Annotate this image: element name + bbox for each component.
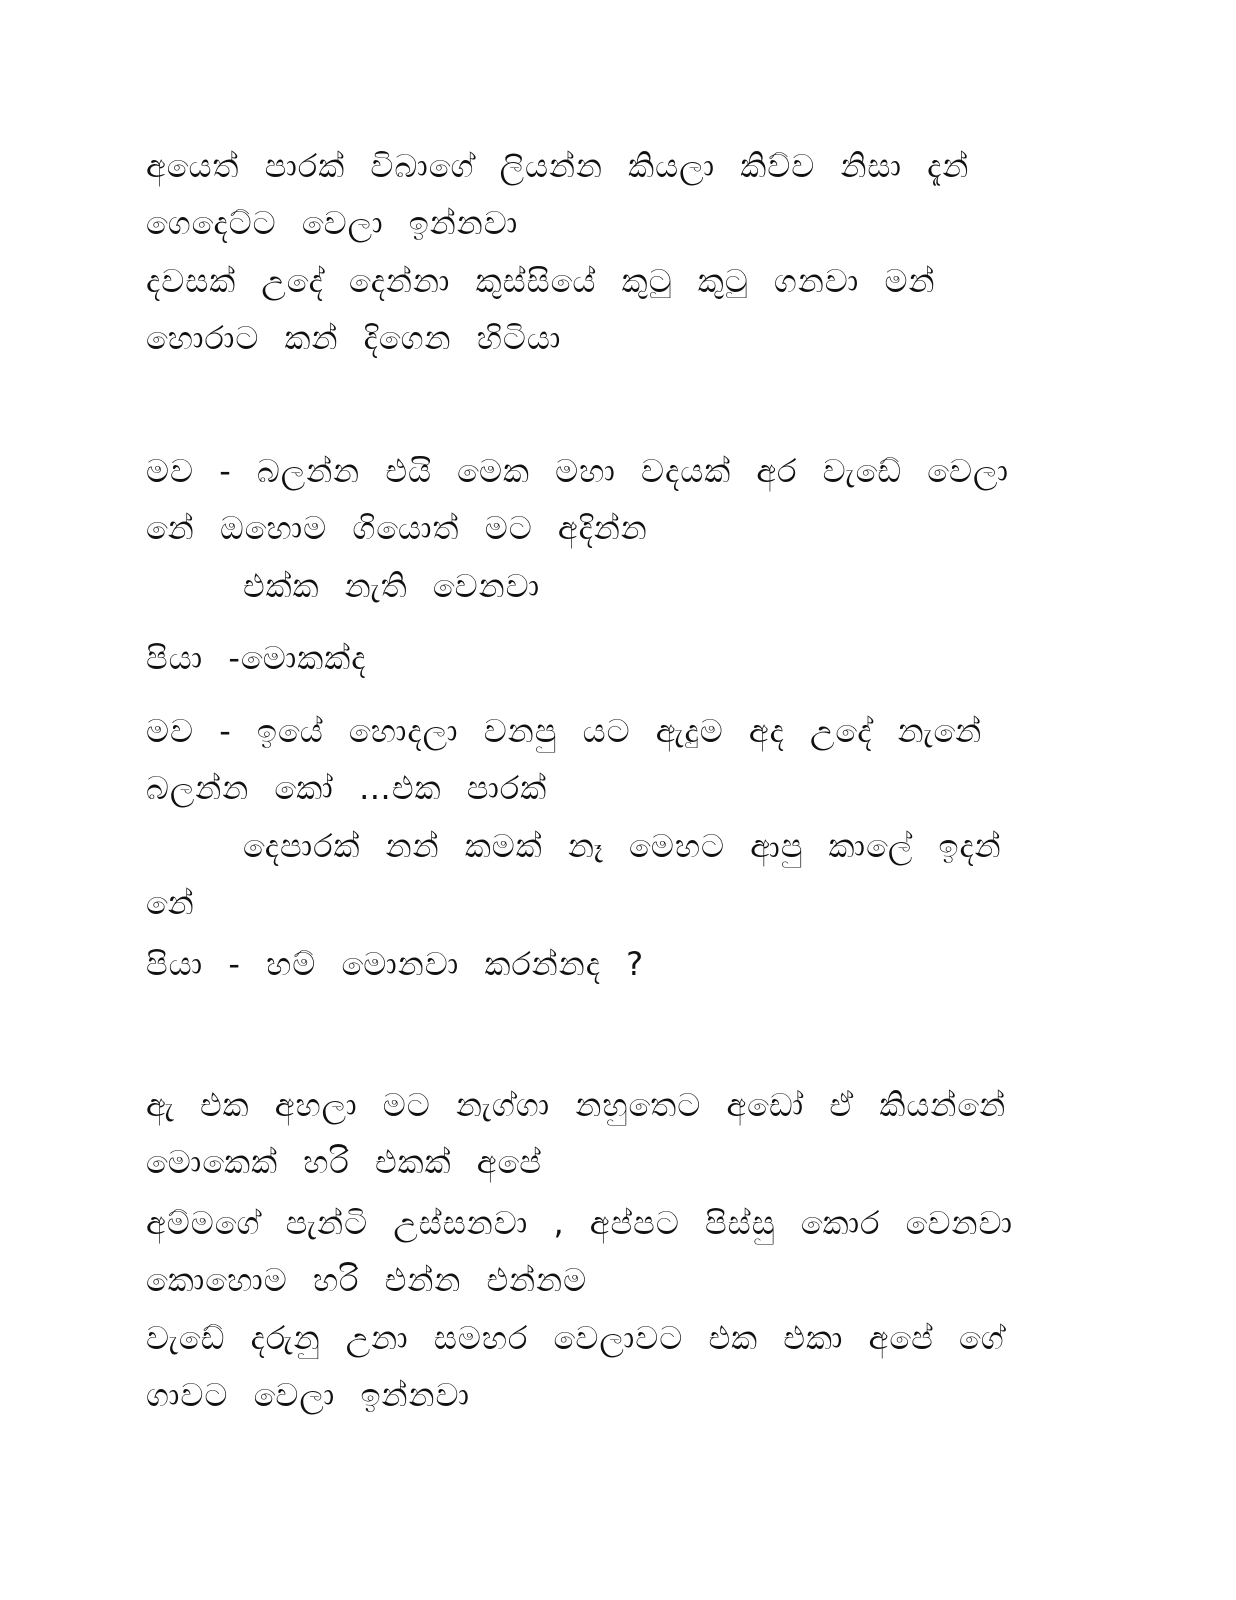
text-line: මොකෙක් හරි එකක් අපේ: [146, 1143, 542, 1181]
text-line: නේ ඔහොම ගියොත් මට අදින්න: [146, 509, 648, 547]
text-line: වැඩේ දරුනු උනා සමහර වෙලාවට එක එකා අපේ ගේ: [146, 1319, 1005, 1357]
text-line: මව - ඉයේ හොදලා වනපු යට ඇදුම අද උදේ නැනේ: [146, 712, 983, 750]
paragraph-8: [146, 936, 1076, 993]
paragraph-10: [146, 1195, 1076, 1309]
paragraph-4: [146, 558, 1173, 615]
text-line: අයෙත් පාරක් විබාගේ ලියන්න කියලා කිව්ව නිසා දැන්: [146, 147, 970, 185]
text-line: ඇ එක අහලා මට නැග්ගා නහුතෙට අඩෝ ඒ කියන්නේ: [146, 1086, 1007, 1124]
text-line: පියා - හම් මොනවා කරන්නද ?: [146, 945, 645, 983]
paragraph-5: [146, 630, 1076, 687]
text-line: හොරාට කන් දිගෙන හිටියා: [146, 319, 562, 357]
paragraph-1: [146, 138, 1076, 252]
paragraph-9: [146, 1077, 1076, 1191]
paragraph-11: [146, 1310, 1076, 1424]
text-line: දෙපාරක් නන් කමක් නෑ මෙහට ආපු කාලේ ඉදන්: [243, 827, 1002, 865]
paragraph-6: [146, 703, 1076, 817]
text-line: නේ: [146, 884, 195, 922]
text-line: පියා -මොකක්ද: [146, 639, 367, 677]
paragraph-2: [146, 253, 1076, 367]
text-line: එක්ක නැති වෙනවා: [243, 567, 541, 605]
text-line: මව - බලන්න එයි මෙක මහා වදයක් අර වැඩේ වෙලා: [146, 452, 1009, 490]
text-line: ගෙදෙට්ට වෙලා ඉන්නවා: [146, 204, 519, 242]
text-line: අම්මගේ පැන්ටි උස්සනවා , අප්පට පිස්සු කොර වෙනවා: [146, 1204, 1013, 1242]
text-line: දවසක් උදේ දෙන්නා කුස්සියේ කුටු කුටු ගනවා මන්: [146, 262, 936, 300]
text-line: ගාවට වෙලා ඉන්නවා: [146, 1376, 471, 1414]
paragraph-7: [146, 818, 1076, 932]
text-line: බලන්න කෝ …එක පාරක්: [146, 769, 548, 807]
paragraph-3: [146, 443, 1076, 557]
text-line: කොහොම හරි එන්න එන්නම: [146, 1261, 588, 1299]
